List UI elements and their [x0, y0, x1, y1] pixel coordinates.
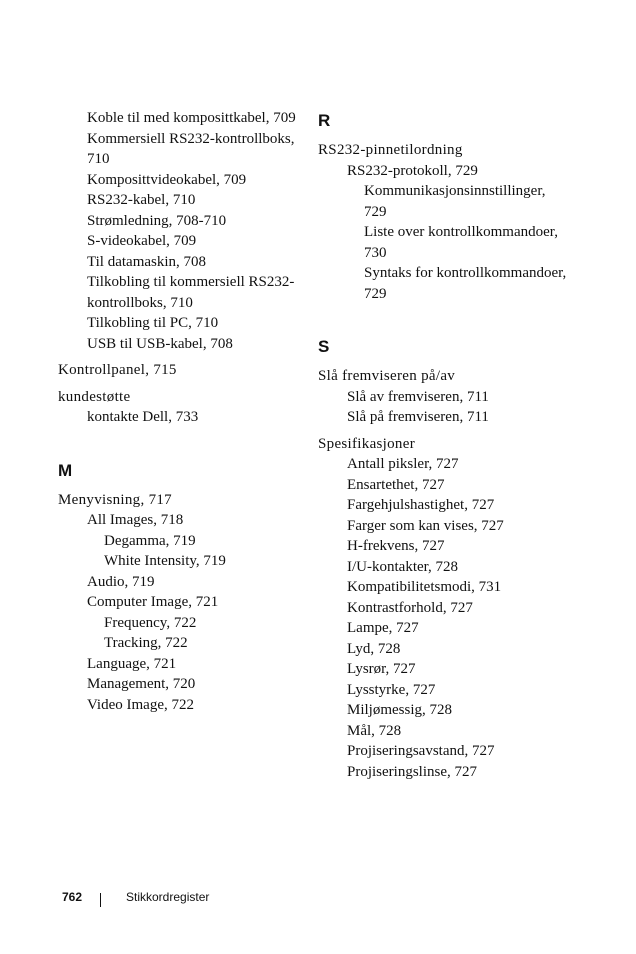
index-subentry: Syntaks for kontrollkommandoer, 729	[364, 265, 567, 302]
index-subentry: All Images, 718	[87, 512, 184, 528]
index-subentry: Kommunikasjonsinnstillinger, 729	[364, 183, 546, 220]
index-subentry: Lampe, 727	[347, 620, 419, 636]
index-subentry: Computer Image, 721	[87, 594, 219, 610]
index-column-right	[318, 108, 568, 782]
index-subentry: Ensartethet, 727	[347, 476, 445, 493]
index-subentry: H-frekvens, 727	[347, 538, 445, 554]
index-subentry: Fargehjulshastighet, 727	[347, 497, 495, 513]
index-subentry: Kontrastforhold, 727	[347, 599, 473, 616]
index-subentry: Video Image, 722	[87, 696, 194, 713]
index-subentry: USB til USB-kabel, 708	[87, 335, 233, 352]
index-subentry: Til datamaskin, 708	[87, 253, 207, 270]
footer-divider	[100, 893, 101, 907]
index-subentry: Mål, 728	[347, 722, 402, 739]
index-subentry: Tracking, 722	[104, 635, 188, 651]
index-subentry: Tilkobling til kommersiell RS232-kontrollboks, 710	[87, 274, 295, 311]
index-subentry: Management, 720	[87, 676, 196, 692]
index-subentry: Lysstyrke, 727	[347, 681, 436, 698]
index-subentry: Slå av fremviseren, 711	[347, 388, 489, 405]
index-subentry: RS232-kabel, 710	[87, 192, 196, 208]
index-subentry: Lyd, 728	[347, 640, 401, 657]
index-subentry: Antall piksler, 727	[347, 456, 459, 472]
index-entry: Kontrollpanel, 715	[58, 362, 177, 378]
index-entry: Slå fremviseren på/av	[318, 368, 456, 384]
index-subentry: Language, 721	[87, 655, 177, 672]
index-subentry: kontakte Dell, 733	[87, 409, 199, 425]
index-subentry: Projiseringslinse, 727	[347, 763, 477, 780]
index-subentry: Strømledning, 708-710	[87, 212, 227, 229]
page-number: 762	[62, 890, 83, 904]
index-entry: Spesifikasjoner	[318, 435, 415, 452]
index-subentry: I/U-kontakter, 728	[347, 558, 459, 575]
section-title: Stikkordregister	[126, 890, 210, 904]
index-subentry: Slå på fremviseren, 711	[347, 409, 489, 425]
index-subentry: Miljømessig, 728	[347, 702, 453, 718]
index-subentry: Frequency, 722	[104, 614, 197, 631]
index-subentry: White Intensity, 719	[104, 553, 226, 569]
index-entry: kundestøtte	[58, 388, 131, 405]
index-subentry: Kompatibilitetsmodi, 731	[347, 579, 502, 595]
index-subentry: Liste over kontrollkommandoer, 730	[364, 224, 558, 261]
index-subentry: Farger som kan vises, 727	[347, 517, 504, 534]
letter-heading: M	[58, 460, 73, 480]
index-subentry: Tilkobling til PC, 710	[87, 315, 219, 331]
letter-heading: R	[318, 111, 331, 130]
index-subentry: Kommersiell RS232-kontrollboks, 710	[87, 130, 295, 167]
index-entry: RS232-pinnetilordning	[318, 142, 463, 158]
index-subentry: RS232-protokoll, 729	[347, 162, 478, 179]
index-subentry: Degamma, 719	[104, 532, 196, 549]
index-subentry: Projiseringsavstand, 727	[347, 743, 495, 759]
letter-heading: S	[318, 337, 330, 356]
index-subentry: Lysrør, 727	[347, 661, 416, 677]
index-subentry: Audio, 719	[87, 573, 155, 590]
index-column-left	[58, 108, 298, 715]
index-entry: Menyvisning, 717	[58, 491, 172, 508]
index-subentry: Komposittvideokabel, 709	[87, 171, 247, 188]
index-subentry: Koble til med komposittkabel, 709	[87, 110, 296, 126]
index-subentry: S-videokabel, 709	[87, 233, 197, 249]
